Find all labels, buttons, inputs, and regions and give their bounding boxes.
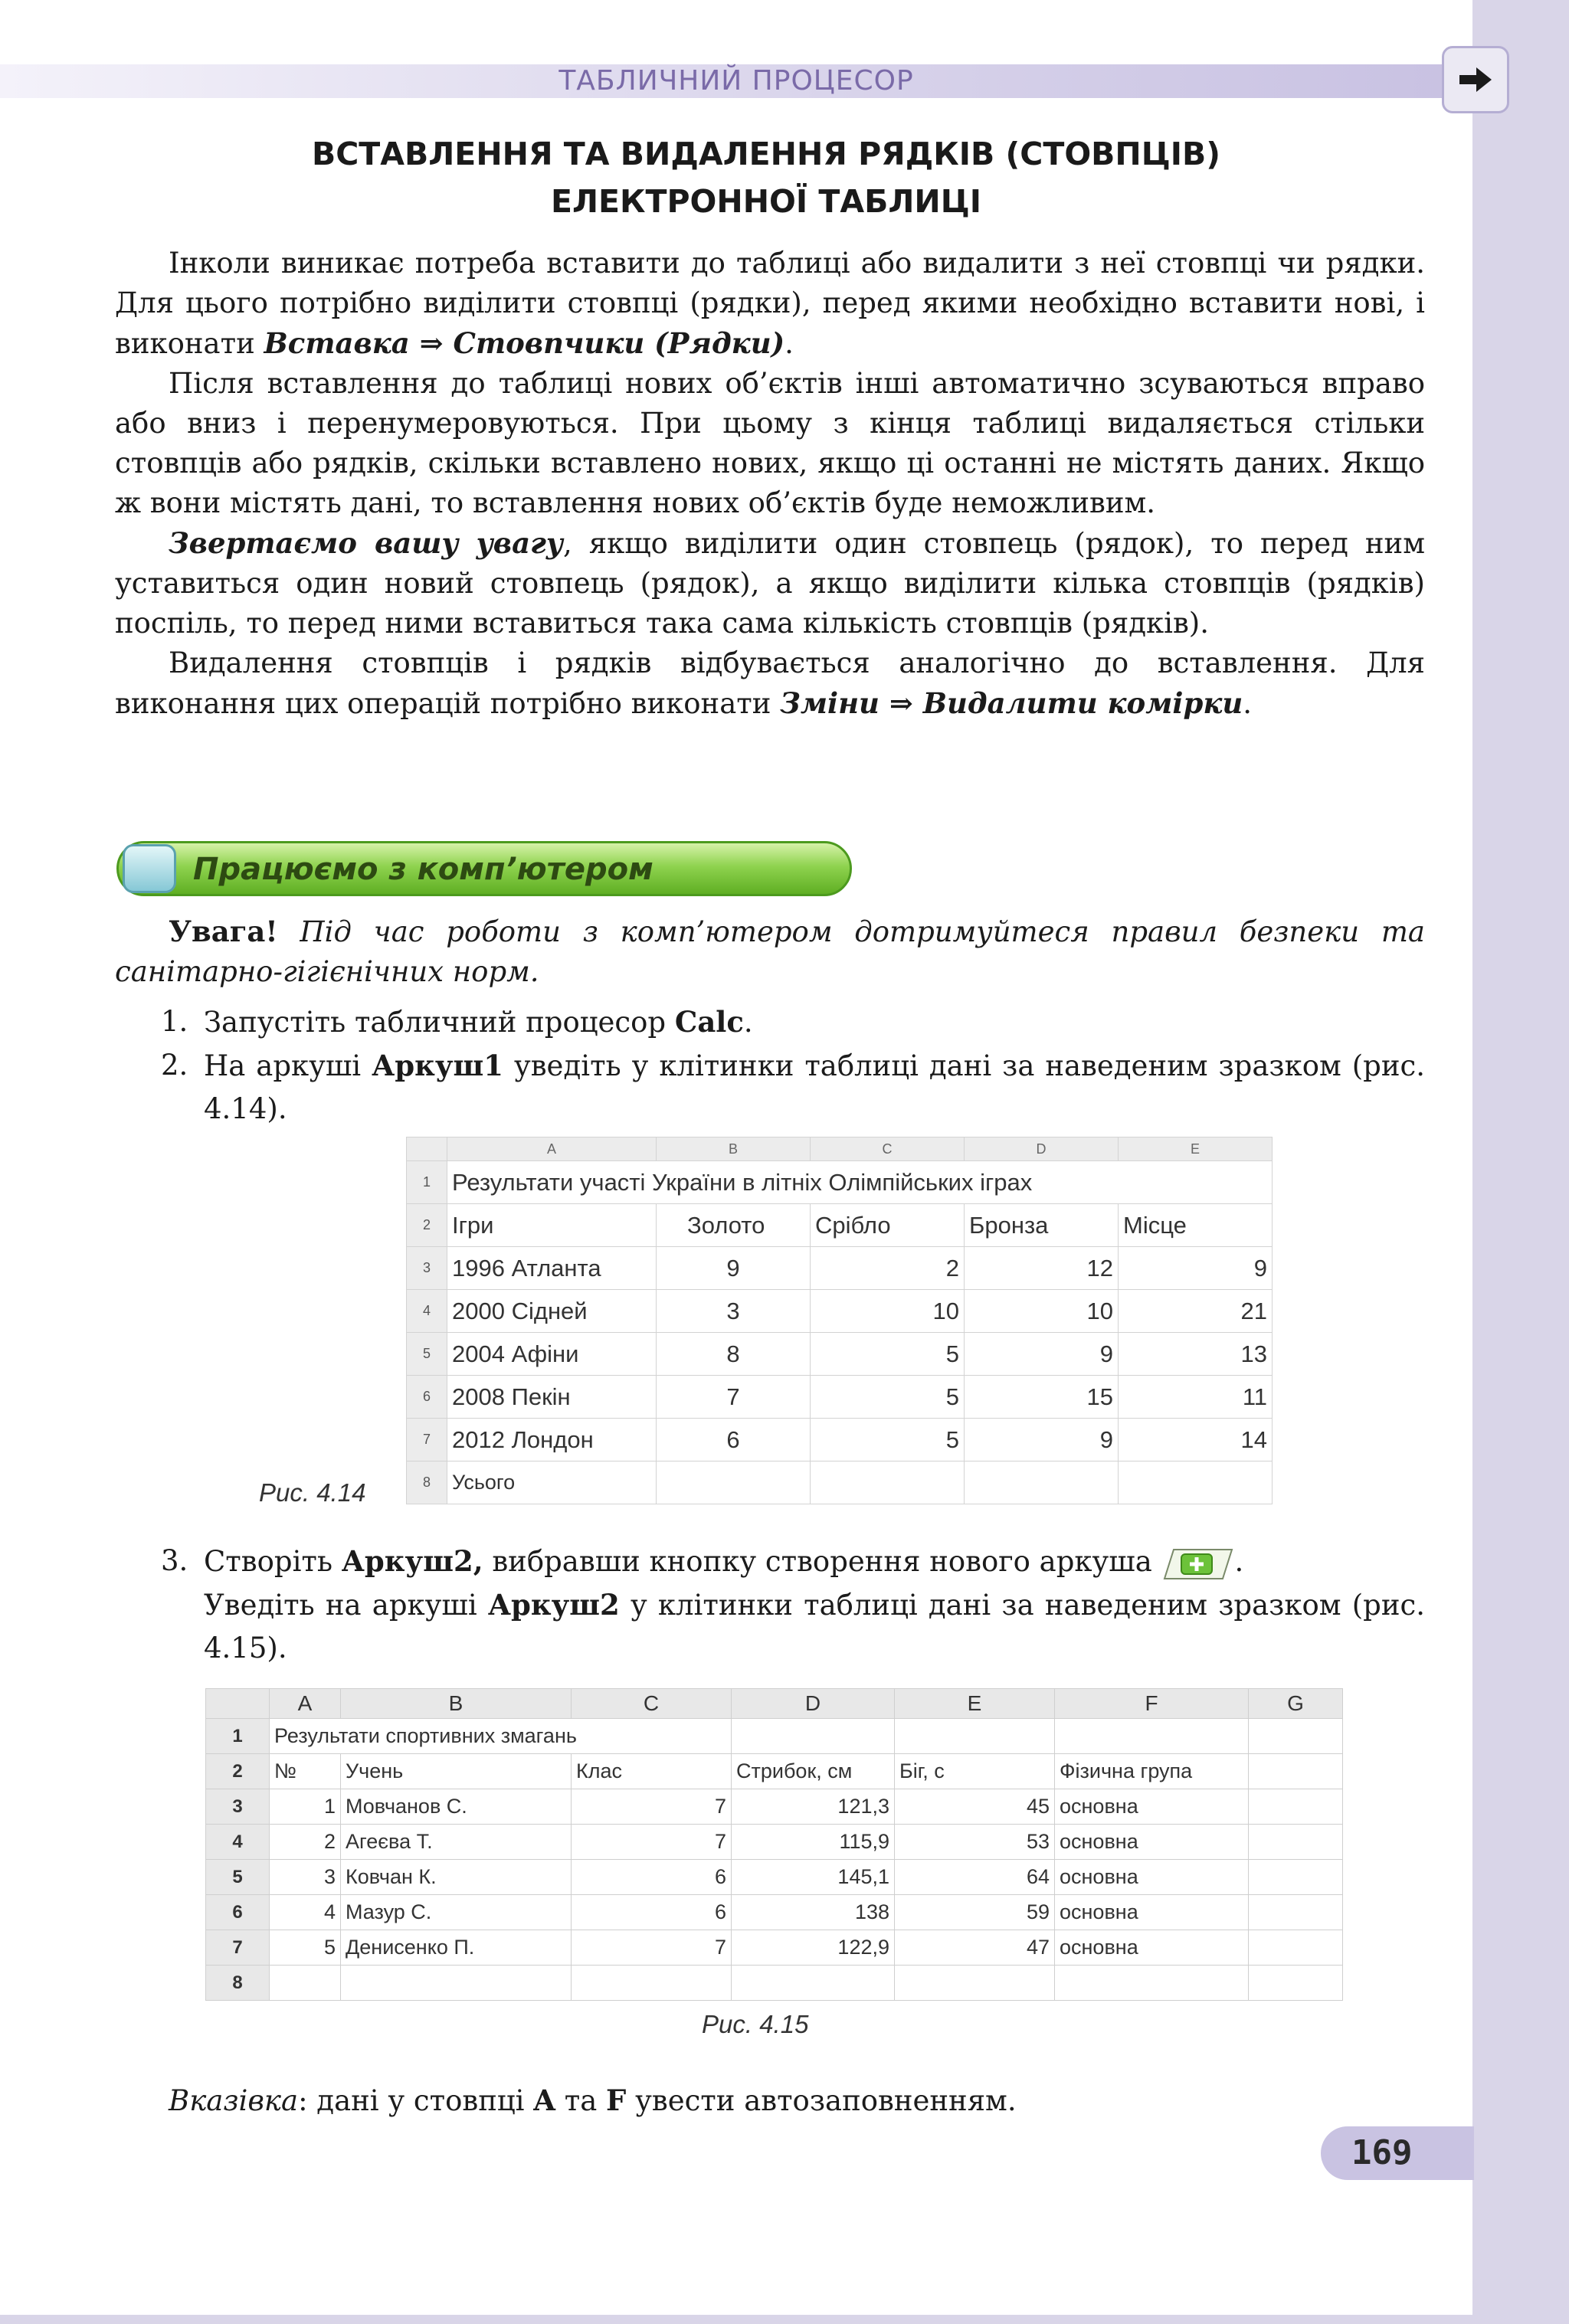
page-side-margin [1472, 0, 1569, 2324]
page-title [115, 130, 1417, 225]
column-header: E [895, 1689, 1055, 1719]
paragraph-3: Звертаємо вашу увагу, якщо виділити один стовпець (рядок), то перед ним уставиться один новий стовпець (рядок), а якщо виділити кілька стовпців (рядків) поспіль, то перед ними вставиться така сама кількість стовпців (рядків). [115, 526, 1425, 640]
table-row: 3 1996 Атланта 9 2 12 9 [407, 1247, 1273, 1290]
column-header: A [270, 1689, 341, 1719]
column-header: B [341, 1689, 572, 1719]
step-2: 2. На аркуші Аркуш1 уведіть у клітинки таблиці дані за наведеним зразком (рис. 4.14). [161, 1049, 1425, 1125]
arrow-right-icon [1456, 64, 1495, 95]
column-header: B [657, 1137, 811, 1161]
paragraph-1: Інколи виникає потреба вставити до таблиці або видалити з неї стовпці чи рядки. Для цього потрібно виділити стовпці (рядки), перед якими необхідно вставити нові, і виконати Вставка ⇒ Стовпчики (Рядки). [115, 247, 1425, 360]
warning-text: Увага! Під час роботи з комп’ютером дотримуйтеся правил безпеки та санітарно-гігієнічних норм. [115, 915, 1425, 988]
column-header: A [447, 1137, 657, 1161]
table-row: 5 2004 Афіни 8 5 9 13 [407, 1333, 1273, 1376]
title-line-2: ЕЛЕКТРОННОЇ ТАБЛИЦІ [550, 183, 982, 220]
column-header: C [811, 1137, 965, 1161]
practice-banner-label: Працюємо з комп’ютером [193, 852, 653, 887]
column-header: E [1119, 1137, 1273, 1161]
figure-caption-4-15: Рис. 4.15 [702, 2010, 809, 2038]
menu-command-insert: Вставка ⇒ Стовпчики (Рядки) [264, 326, 785, 360]
hint-text: Вказівка: дані у стовпці A та F увести автозаповненням. [169, 2083, 1017, 2117]
step-3: 3. Створіть Аркуш2, вибравши кнопку створення нового аркуша . Уведіть на аркуші Аркуш2 у клітинки таблиці дані за наведеним зразком (рис. 4.15). [161, 1544, 1425, 1664]
section-header: ТАБЛИЧНИЙ ПРОЦЕСОР [558, 65, 914, 97]
column-header-row [407, 1137, 1273, 1161]
next-arrow-button[interactable] [1442, 46, 1509, 113]
paragraph-2: Після вставлення до таблиці нових об’єктів інші автоматично зсуваються вправо або вниз і перенумеровуються. При цьому з кінця таблиці видаляється стільки стовпців або рядків, скільки вставлено нових, якщо ці останні не містять даних. Якщо ж вони містять дані, то вставлення нових об’єктів буде неможливим. [115, 367, 1425, 519]
table-row: 6 4 Мазур С. 6 138 59 основна [206, 1895, 1343, 1930]
column-header: D [965, 1137, 1119, 1161]
column-header: D [732, 1689, 895, 1719]
column-header: C [572, 1689, 732, 1719]
table-header-row: 2 № Учень Клас Стрибок, см Біг, с Фізична група [206, 1754, 1343, 1789]
steps-list-2 [161, 1540, 1425, 1670]
computer-icon [123, 844, 176, 893]
title-line-1: ВСТАВЛЕННЯ ТА ВИДАЛЕННЯ РЯДКІВ (СТОВПЦІВ) [311, 136, 1221, 172]
table-row: 8 [206, 1966, 1343, 2001]
table-row: 4 2000 Сідней 3 10 10 21 [407, 1290, 1273, 1333]
table-row: 3 1 Мовчанов С. 7 121,3 45 основна [206, 1789, 1343, 1825]
column-header: G [1249, 1689, 1343, 1719]
new-sheet-icon [1161, 1547, 1235, 1582]
table-row: 4 2 Агеєва Т. 7 115,9 53 основна [206, 1825, 1343, 1860]
bottom-margin-bar [0, 2315, 1569, 2324]
table-row: 7 5 Денисенко П. 7 122,9 47 основна [206, 1930, 1343, 1966]
paragraph-4: Видалення стовпців і рядків відбувається аналогічно до вставлення. Для виконання цих операцій потрібно виконати Зміни ⇒ Видалити комірки. [115, 646, 1425, 720]
body-text [115, 244, 1425, 724]
table-row: 1 Результати участі України в літніх Олімпійських іграх [407, 1161, 1273, 1204]
spreadsheet-figure-4-15 [205, 1688, 1343, 2001]
table-title-cell: Результати спортивних змагань [270, 1719, 732, 1754]
column-header: F [1055, 1689, 1249, 1719]
page-number: 169 [1321, 2126, 1474, 2180]
table-row: 1 Результати спортивних змагань [206, 1719, 1343, 1754]
table-title-cell: Результати участі України в літніх Олімпійських іграх [447, 1161, 1273, 1204]
figure-caption-4-14: Рис. 4.14 [259, 1478, 366, 1507]
menu-command-delete: Зміни ⇒ Видалити комірки [780, 686, 1243, 720]
table-row: 7 2012 Лондон 6 5 9 14 [407, 1419, 1273, 1462]
table-row: 6 2008 Пекін 7 5 15 11 [407, 1376, 1273, 1419]
table-total-row: 8 Усього [407, 1462, 1273, 1504]
step-1: 1. Запустіть табличний процесор Calc. [161, 1005, 753, 1039]
column-header-row [206, 1689, 1343, 1719]
table-row: 5 3 Ковчан К. 6 145,1 64 основна [206, 1860, 1343, 1895]
table-header-row: 2 Ігри Золото Срібло Бронза Місце [407, 1204, 1273, 1247]
spreadsheet-figure-4-14 [406, 1137, 1273, 1504]
steps-list-1 [161, 1000, 1425, 1131]
